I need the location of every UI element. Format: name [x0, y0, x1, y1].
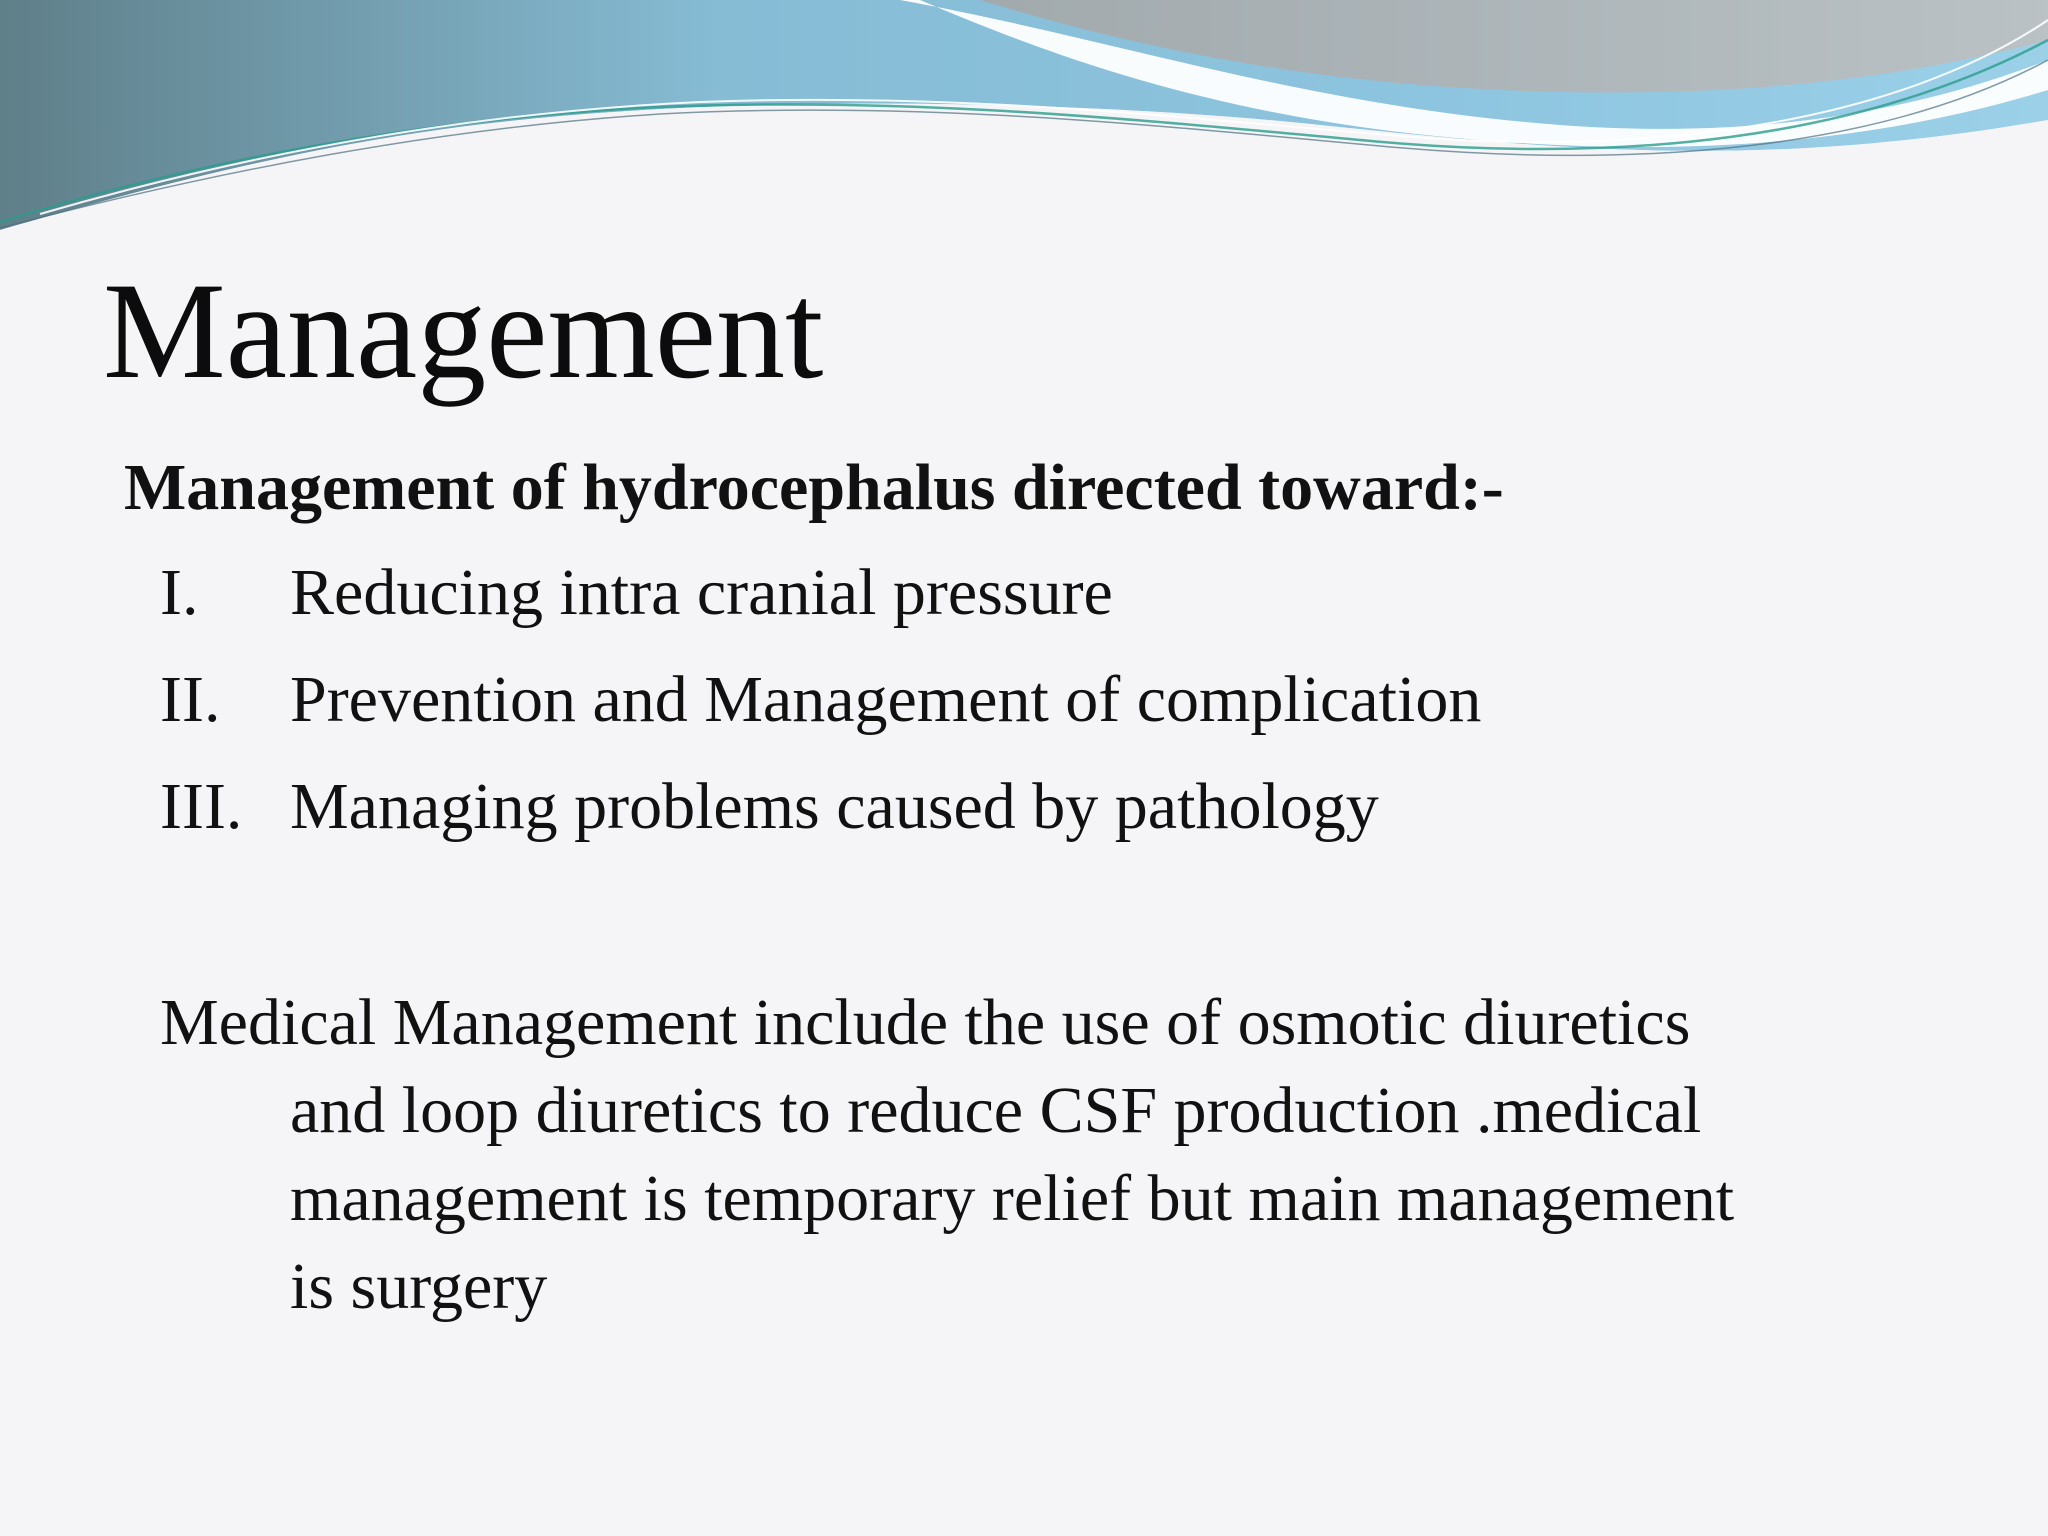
paragraph-line: Medical Management include the use of osmotic diuretics	[160, 986, 1691, 1059]
list-item	[0, 770, 1900, 854]
list-item-text: Managing problems caused by pathology	[290, 770, 1379, 843]
list-item-number: III.	[160, 770, 243, 843]
list-item-number: I.	[160, 556, 199, 629]
list-item-text: Reducing intra cranial pressure	[290, 556, 1113, 629]
list-item-text: Prevention and Management of complication	[290, 663, 1482, 736]
list-item	[0, 556, 1900, 640]
paragraph-line: is surgery	[290, 1250, 548, 1323]
paragraph-line: and loop diuretics to reduce CSF production .medical	[290, 1074, 1702, 1147]
slide-subtitle: Management of hydrocephalus directed toward:-	[124, 451, 1504, 524]
slide-title: Management	[103, 254, 824, 407]
header-wave-decoration	[0, 0, 2048, 240]
list-item	[0, 663, 1900, 747]
paragraph-line: management is temporary relief but main management	[290, 1162, 1735, 1235]
list-item-number: II.	[160, 663, 221, 736]
